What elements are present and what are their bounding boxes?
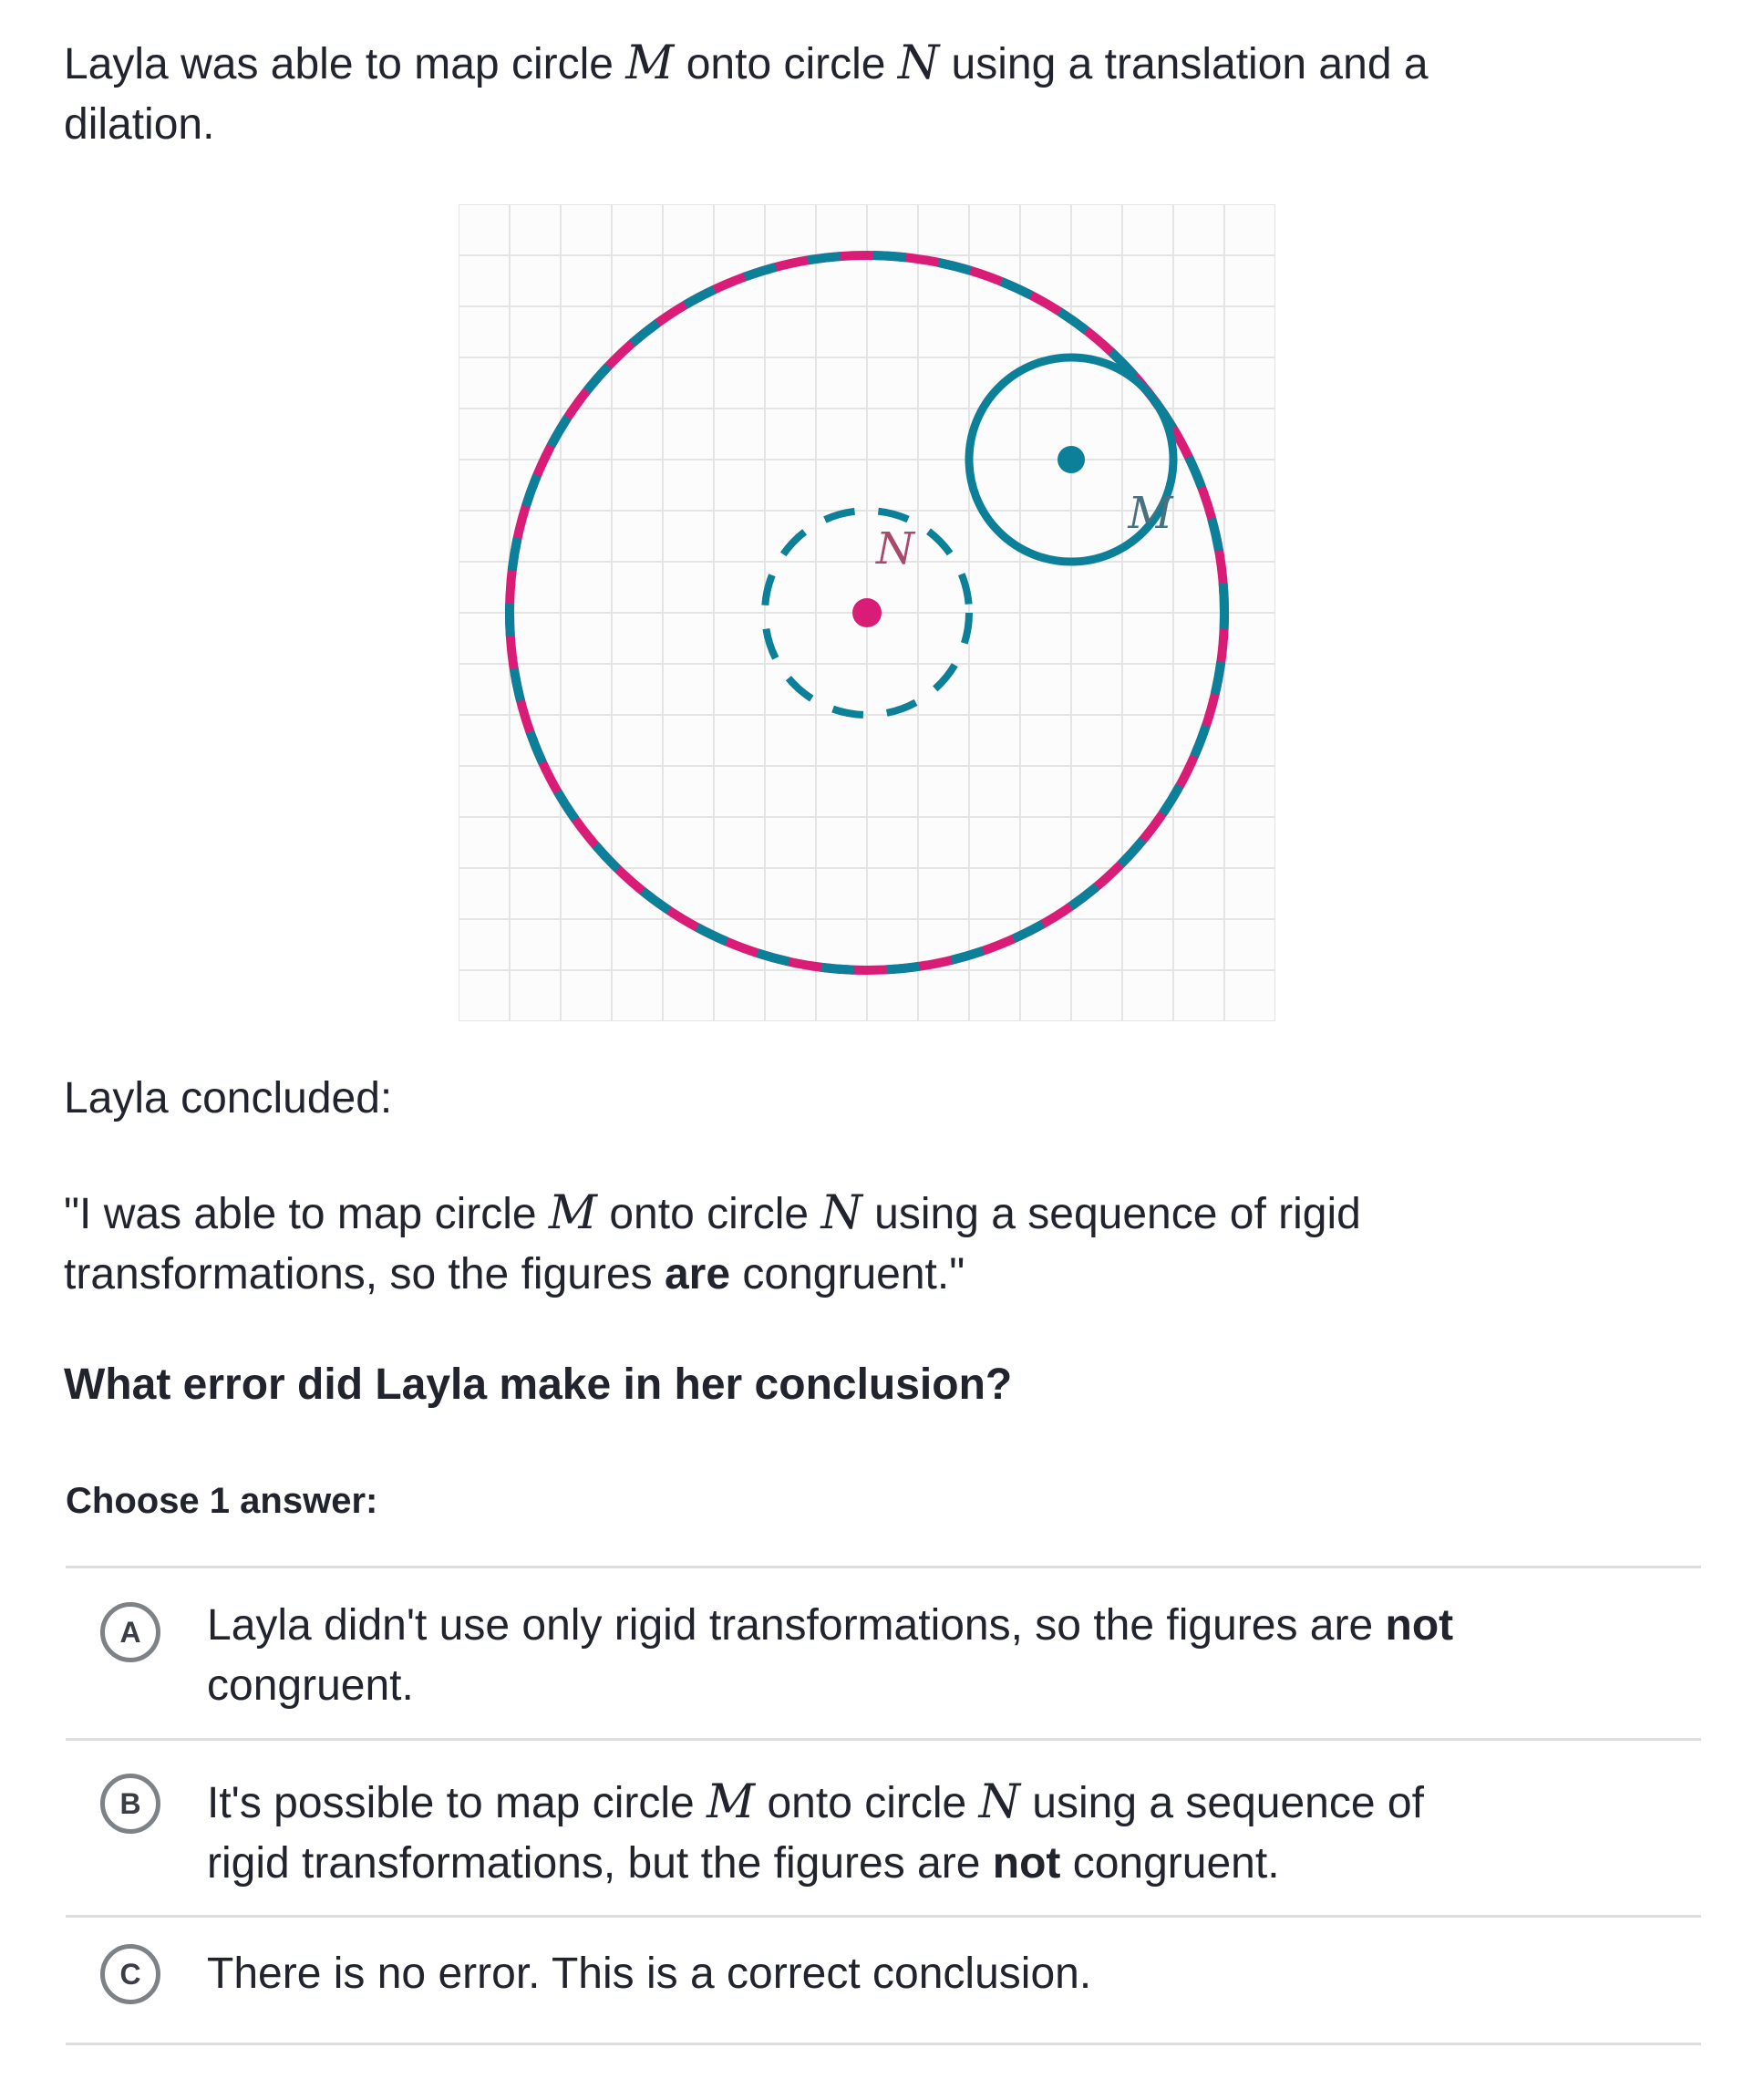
radio-b-letter: B: [119, 1786, 141, 1820]
divider: [66, 1915, 1701, 1918]
divider: [66, 2043, 1701, 2045]
radio-b[interactable]: [100, 1774, 160, 1834]
option-b-text[interactable]: It's possible to map circle M onto circle N using a sequence of rigid transformations, but the figures are not congruent.: [207, 1774, 1424, 1888]
choose-answer-label: Choose 1 answer:: [66, 1481, 378, 1521]
option-c-text[interactable]: There is no error. This is a correct conclusion.: [207, 1950, 1092, 1998]
circles-diagram: [459, 204, 1275, 1021]
center-m-dot: [1058, 446, 1085, 473]
radio-c-letter: C: [119, 1957, 141, 1991]
radio-a[interactable]: [100, 1602, 160, 1662]
option-a-text[interactable]: Layla didn't use only rigid transformations, so the figures are not congruent.: [207, 1601, 1454, 1710]
question-prompt: Layla was able to map circle M onto circle N using a translation and a dilation.: [64, 36, 1429, 149]
layla-quote: "I was able to map circle M onto circle N using a sequence of rigid transformations, so the figures are congruent.": [64, 1185, 1361, 1298]
radio-c[interactable]: [100, 1944, 160, 2004]
error-question: What error did Layla make in her conclusion?: [64, 1360, 1013, 1409]
concluded-label: Layla concluded:: [64, 1074, 393, 1122]
radio-a-letter: A: [119, 1615, 141, 1649]
label-m: M: [1128, 488, 1173, 539]
divider: [66, 1566, 1701, 1568]
circles-diagram-svg: [459, 204, 1275, 1021]
divider: [66, 1738, 1701, 1741]
label-n: N: [876, 523, 914, 574]
center-n-dot: [852, 598, 882, 627]
